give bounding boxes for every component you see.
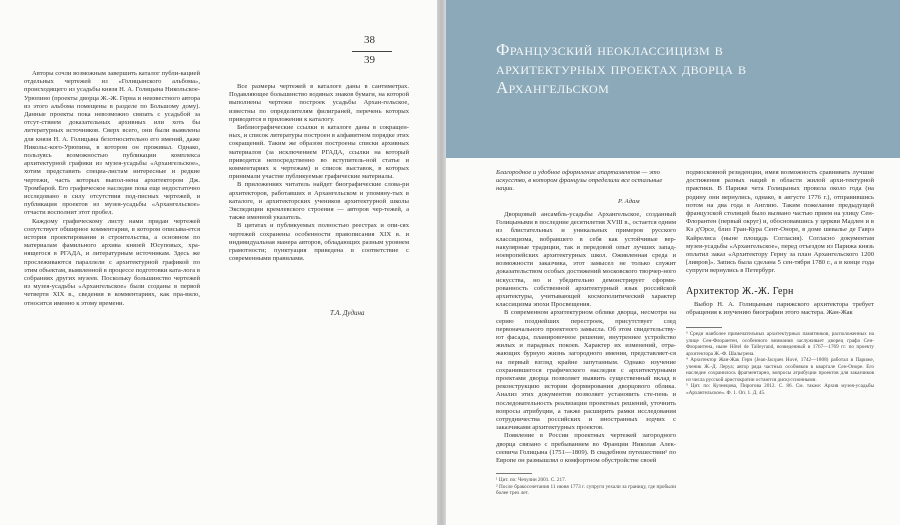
footnote-divider	[686, 327, 722, 328]
paragraph: Библиографические ссылки в каталоге даны в сокращен-ных, и список литературы построен в алфавитном порядке этих сокращений. Таким же образом построены списки архивных материалов (за исключением РГАДА, ссылки на который приводятся непосредственно во вступитель-ной статье и комментариях к чертежам) и список выставок, в которых принимали участие публикуемые графические материалы.	[229, 124, 409, 181]
footnotes-left	[496, 477, 676, 497]
right-page	[446, 0, 900, 525]
left-column-1	[24, 70, 200, 308]
footnote: ⁴ Архитектор Жан-Жак Герн (Jean-Jacques Huvé, 1742—1808) работал в Париже, ученик Ж.-Д. Леруа; автор ряда частных особняков в квартале Сен-Оноре. Его наследие сохранилось фрагментарно, вопросы атрибуции проектов для заказчиков из числа русской аристократии остаются дискуссионными.	[686, 357, 874, 383]
epigraph-author: Р. Адам	[618, 198, 640, 205]
paragraph: Выбор Н. А. Голицыным парижского архитектора требует обращения к изучению биографии этого мастера. Жан-Жак	[686, 301, 874, 317]
paragraph: Появление в России проектных чертежей загородного дворца связано с пребыванием во Франции Николая Алек-сеевича Голицына (1751—1809). В свадебном путешествии¹ по Европе он размышлял о комфортном обустройстве своей	[496, 432, 676, 465]
epigraph: Благородное и удобное оформление апартаментов — это искусство, в котором французы определили все остальные нации.	[496, 169, 663, 193]
paragraph: Авторы сочли возможным завершить каталог публи-кацией отдельных чертежей из «Голицынского альбома», происходящего из усадьбы князя Н. А. Голицына Никольское-Урюпино (проекты дворца Ж.-Ж. Герна и неизвестного автора из этого альбома помещены в разделе по Большому дому). Данные проекты пока невозможно связать с усадьбой за отсут-ствием доказательных архивных или хоть бы литературных источников. Сверх всего, они были выявлены для князя Н. А. Голицына безотносительно его имений, даже Никольс-кого-Урюпина, в котором он проживал. Однако, пользуясь возможностью публикации комплекса архитектурной графики из музея-усадьбы «Архангельское», хотим представить специа-листам интересные и редкие чертежи, часть которых выпол-нена архитектором Дж. Тромбарой. Его графическое наследие пока еще недостаточно исследовано в силу отсутствия под-писных чертежей, и публикация проектов из музея-усадьбы «Архангельское» отчасти восполнит этот пробел.	[24, 70, 200, 217]
footnote-divider	[496, 473, 532, 474]
page-number-38: 38	[364, 34, 375, 46]
paragraph: подмосковной резиденции, имея возможность сравнивать лучшие достижения разных наций в области жилой архи-тектурной практики. В Париже чета Голицыных провела около года (на родину они вернулись, однако, в августе 1776 г.), отправившись потом на два года в Англию. Таким пожелание предыдущей французской столицей было вызвано частью прием на улицу Сен-Флорантен (первый округ) и, обосновавшись у церкви Мадлен и в Кэ д'Орсе, близ Гран-Кура Сент-Оноре, в доме шевалье де Гаврэ Кайрелиса (ныне площадь Согласия). Согласно документам музея-усадьбы «Архангельское», перед отъездом из Парижа князь оплатил заказ «Архитектору Герну за план Архангельского 1200 [ливров]». Запись была сделана 5 сен-тября 1780 г., а в конце года супруги вернулись в Петербург.	[686, 169, 874, 275]
paragraph: Дворцовый ансамбль-усадьбы Архангельское, созданный Голицыными в последние десятилетия XVIII в., остается одним из блистательных и уникальных примеров русского классицизма, вобравшего в себя как устойчивые вер-накулярные традиции, так и передовой опыт лучших запад-ноевропейских архитектурных школ. Оживленная среда и возможности заказчика, этот замысел не только служит доказательством особых достижений московского творчер-ного искусства, но и убедительно демонстрирует сформи-рованность собственной архитектурный язык российской архитектуры, учитывающей космополитический характер классицизма эпохи Просвещения.	[496, 211, 676, 309]
footnote: ⁵ Цит. по: Кузнецова, Пирогова 2012. С. 86. См. также: Архив музея-усадьбы «Архангельское». Ф. 1. Оп. 1. Д. 45.	[686, 383, 874, 396]
author-signature: Т.А. Дудина	[330, 309, 365, 317]
left-page	[0, 0, 437, 525]
right-column-3	[686, 301, 874, 317]
right-column-1	[496, 211, 676, 465]
paragraph: В цитатах и публикуемых полностью реестрах и опи-сях чертежей сохранены особенности правописания XIX в. и индивидуальная манера авторов, обладающих разным уровнем грамотности; пунктуация приведена в соответствие с современными правилами.	[229, 222, 409, 263]
page-number-divider	[352, 51, 392, 52]
paragraph: В современном архитектурном облике дворца, несмотря на серию позднейших перестроек, присутствует след первоначального проектного замысла. Об этом свидетельству-ют фасады, планировочное решение, внутреннее устройство жилых и парадных покоев. Характер их изменений, отра-жающих бурную жизнь загородного имения, представляет-ся на первый взгляд крайне запутанным. Однако изучение сохранившегося графического наследия с архитектурными проектами дворца позволяет выявить существенный вклад в реконструкцию истории формирования дворцового облика. Анализ этих документов позволяет установить сте-пень и последовательность реализации проектных решений, уточнить вопросы атрибуции, а также расширить рамки исследования сотрудничества российских и иностранных зодчих с заказчиками архитектурных проектов.	[496, 309, 676, 432]
paragraph: Все размеры чертежей в каталоге даны в сантиметрах. Подавляющее большинство водяных знаков бумаги, на которой выполнены чертежи построек усадьбы Архан-гельское, известны по определителям филиграней, перечень которых приводится в приложении к каталогу.	[229, 83, 409, 123]
page-number-39: 39	[364, 54, 375, 66]
chapter-title-band	[446, 0, 900, 158]
chapter-title: Французский неоклассицизм в архитектурных проектах дворца в Архангельском	[496, 40, 747, 97]
footnote: ² После бракосочетания 11 июня 1773 г. супруги уехали за границу, где пробыли более трех лет.	[496, 483, 676, 496]
book-gutter	[437, 0, 446, 525]
section-heading: Архитектор Ж.-Ж. Герн	[686, 286, 794, 297]
footnotes-right	[686, 331, 874, 396]
right-column-2	[686, 169, 874, 276]
footnote: ³ Среди наиболее примечательных архитектурных памятников, расположенных на улице Сен-Флорантен, особенного внимания заслуживает дворец графа Сен-Флорантена, ныне Hôtel de Talleyrand, возведенный в 1767—1769 гг. по проекту архитектора Ж.-Ф. Шальгрена.	[686, 331, 874, 357]
paragraph: Каждому графическому листу нами придан чертежей сопутствует обширное комментарии, в котором описыва-ется история проектирования и строительства, а основном по материалам фамильного архива князей Юсуповых, хра-нящегося в РГАДА, и литературным источникам. Здесь же прослеживаются параллели с архитектурной графикой по этим объектам, выявленной в процессе подготовки ката-лога в собраниях других музеев. Поскольку большинство чертежей из музея-усадьбы «Архангельское» были созданы в первой четверти XIX в., сведения в комментариях, как пра-вило, относятся именно к этому времени.	[24, 217, 200, 307]
left-column-2	[229, 83, 409, 263]
paragraph: В приложениях читатель найдет биографические слова-ри архитекторов, работавших в Архангельском и упомяну-тых в каталоге, и архитекторских учеников архитектурной школы Экспедиции кремлевского строения — авторов чер-тежей, а также именной указатель.	[229, 181, 409, 222]
footnote: ¹ Цит. по: Чечулин 2001. С. 217.	[496, 477, 567, 483]
